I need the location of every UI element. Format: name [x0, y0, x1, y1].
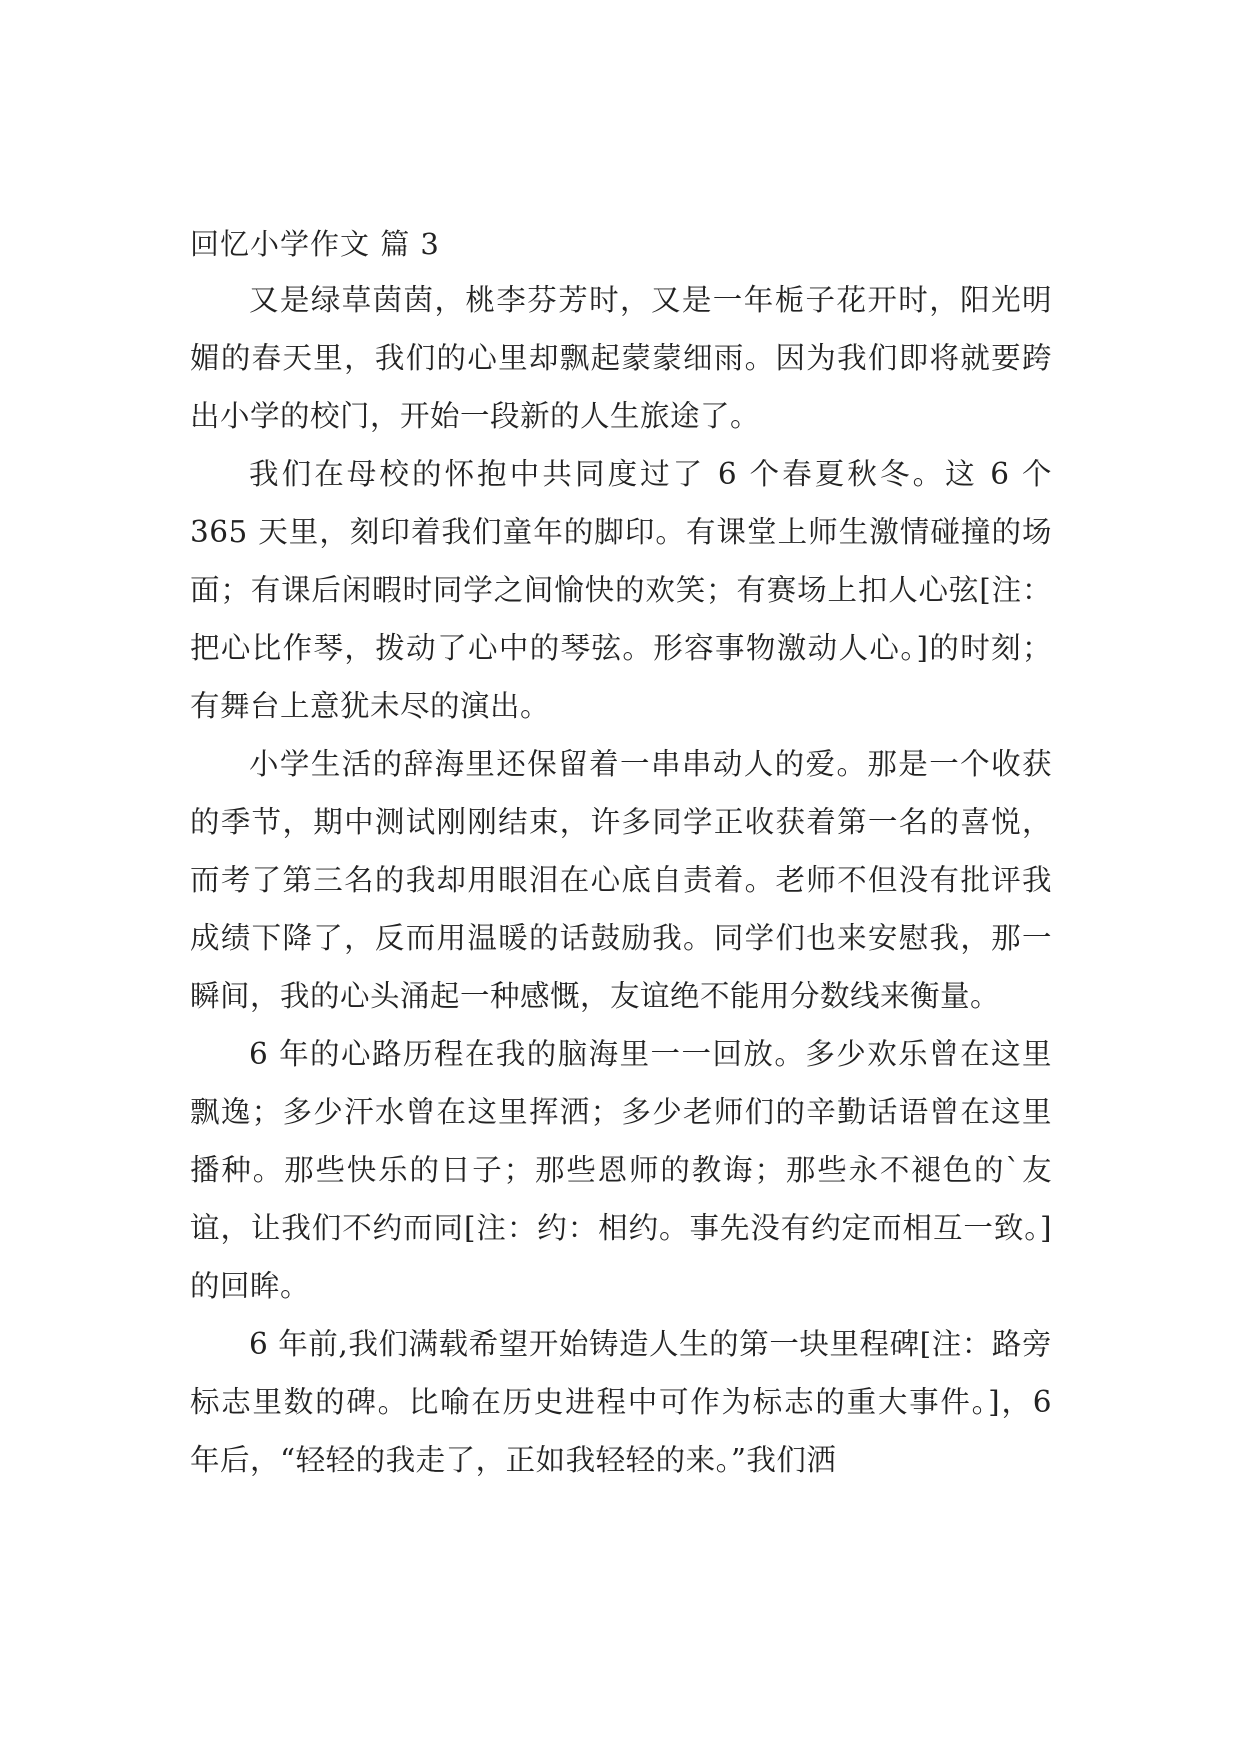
paragraph-2: 我们在母校的怀抱中共同度过了 6 个春夏秋冬。这 6 个 365 天里，刻印着我们童年的脚印。有课堂上师生激情碰撞的场面；有课后闲暇时同学之间愉快的欢笑；有赛场上扣人心弦[注：把心比作琴，拨动了心中的琴弦。形容事物激动人心。]的时刻；有舞台上意犹未尽的演出。 [190, 457, 1052, 723]
document-title: 回忆小学作文 篇 3 [190, 227, 440, 261]
paragraph-3: 小学生活的辞海里还保留着一串串动人的爱。那是一个收获的季节，期中测试刚刚结束，许多同学正收获着第一名的喜悦，而考了第三名的我却用眼泪在心底自责着。老师不但没有批评我成绩下降了，反而用温暖的话鼓励我。同学们也来安慰我，那一瞬间，我的心头涌起一种感慨，友谊绝不能用分数线来衡量。 [190, 747, 1052, 1013]
paragraph-4: 6 年的心路历程在我的脑海里一一回放。多少欢乐曾在这里飘逸；多少汗水曾在这里挥洒；多少老师们的辛勤话语曾在这里播种。那些快乐的日子；那些恩师的教诲；那些永不褪色的`友谊，让我们不约而同[注：约：相约。事先没有约定而相互一致。]的回眸。 [190, 1037, 1052, 1303]
document-body [190, 271, 1052, 1489]
paragraph-1: 又是绿草茵茵，桃李芬芳时，又是一年栀子花开时，阳光明媚的春天里，我们的心里却飘起蒙蒙细雨。因为我们即将就要跨出小学的校门，开始一段新的人生旅途了。 [190, 283, 1052, 433]
paragraph-5: 6 年前,我们满载希望开始铸造人生的第一块里程碑[注：路旁标志里数的碑。比喻在历史进程中可作为标志的重大事件。]，6 年后，“轻轻的我走了，正如我轻轻的来。”我们洒 [190, 1327, 1052, 1477]
